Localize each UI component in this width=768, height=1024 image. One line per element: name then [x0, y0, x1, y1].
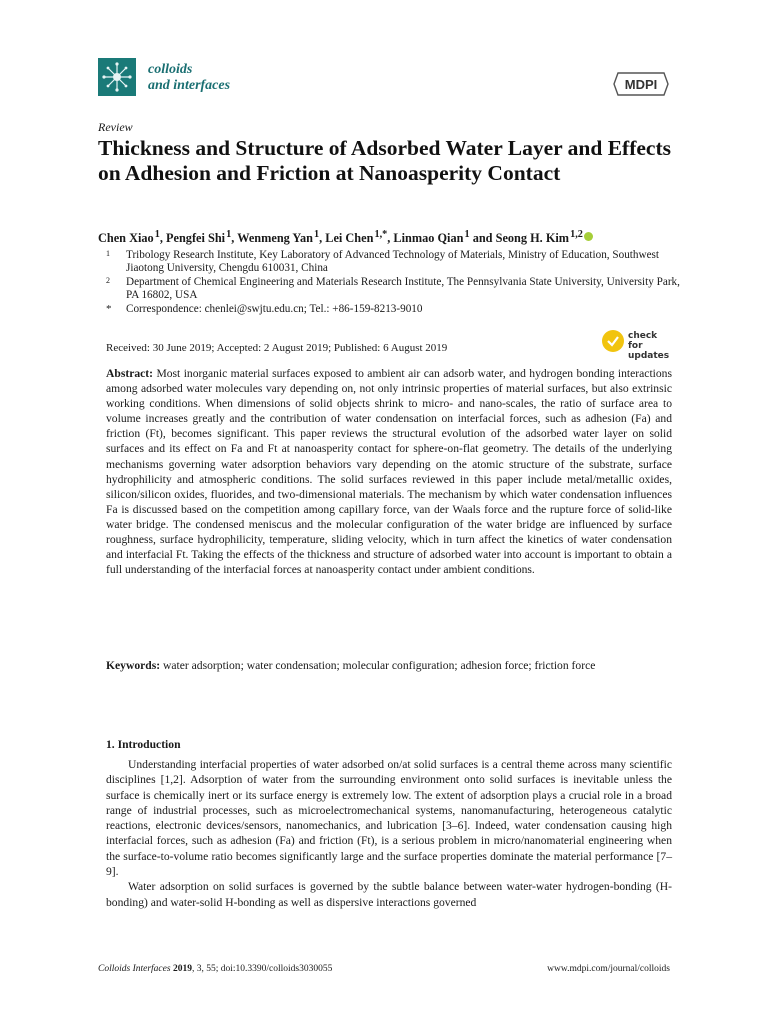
author-separator: , [231, 231, 238, 246]
article-type-label: Review [98, 120, 133, 134]
body-paragraph: Water adsorption on solid surfaces is governed by the subtle balance between water-water hydrogen-bonding (H-bonding) and water-solid H-bonding as well as dispersive interactions governed [106, 880, 672, 909]
footer-citation-rest: , 3, 55; doi:10.3390/colloids3030055 [191, 964, 333, 974]
keywords-label: Keywords: [106, 659, 161, 672]
check-for-updates-line1: check for [628, 331, 658, 351]
author-affiliation-marker: 1,2 [570, 229, 583, 240]
abstract-label: Abstract: [106, 367, 154, 380]
abstract-block [106, 366, 672, 577]
author-name: Seong H. Kim [495, 231, 570, 246]
affiliation-marker: 1 [106, 249, 110, 258]
author-list [98, 229, 698, 246]
publication-dates: Received: 30 June 2019; Accepted: 2 August 2019; Published: 6 August 2019 [106, 342, 448, 354]
correspondence-text: Correspondence: chenlei@swjtu.edu.cn; Tel.: +86-159-8213-9010 [126, 302, 423, 315]
mdpi-logo-icon [612, 70, 670, 98]
author-affiliation-marker: 1,* [374, 229, 388, 240]
author-separator: , [319, 231, 326, 246]
body-paragraph: Understanding interfacial properties of water adsorbed on/at solid surfaces is a central theme across many scientific disciplines [1,2]. Adsorption of water from the surrounding environment onto solid surfaces is inevitable unless the surface is chemically inert or its surface energy is extremely low. The extent of adsorption plays a crucial role in a broad range of industrial processes, such as microelectromechanical systems, nanomanufacturing, heterogeneous catalytic reactions, electronic devices/sensors, nanomechanics, and lubrication [3–6]. Indeed, water condensation causing high interfacial forces, such as adhesion (Fa) and friction (Ft), is a serious problem in micro/nanomaterial engineering when the surface-to-volume ratio becomes significantly large and the surface properties dominate the material performance [7–9]. [106, 758, 672, 879]
author-name: Lei Chen [325, 231, 374, 246]
introduction-body [106, 757, 672, 910]
article-title: Thickness and Structure of Adsorbed Water Layer and Effects on Adhesion and Friction at Nanoasperity Contact [98, 136, 671, 185]
affiliation-text: Department of Chemical Engineering and Materials Research Institute, The Pennsylvania State University, University Park, PA 16802, USA [126, 275, 680, 302]
section-heading: 1. Introduction [106, 738, 181, 751]
journal-logo-icon [98, 58, 136, 96]
author-affiliation-marker: 1 [226, 229, 232, 240]
publisher-name: MDPI [624, 77, 658, 92]
footer-journal-url[interactable]: www.mdpi.com/journal/colloids [547, 964, 670, 974]
affiliation-text: Tribology Research Institute, Key Laboratory of Advanced Technology of Materials, Ministry of Education, Southwest Jiaotong University, Chengdu 610031, China [126, 249, 660, 275]
affiliation-marker: * [106, 302, 112, 315]
author-affiliation-marker: 1 [154, 229, 160, 240]
author-affiliation-marker: 1 [464, 229, 470, 240]
author-name: Pengfei Shi [166, 231, 226, 246]
affiliation-list [106, 249, 686, 316]
author-separator: , [387, 231, 394, 246]
author-name: Wenmeng Yan [237, 231, 313, 246]
journal-name-line2: and interfaces [148, 78, 231, 93]
check-for-updates-icon [602, 330, 624, 352]
orcid-icon[interactable] [584, 232, 593, 241]
footer-citation [98, 964, 332, 974]
footer-year: 2019 [172, 964, 192, 974]
check-for-updates-text [628, 331, 674, 361]
journal-name-line1: colloids [148, 62, 193, 77]
affiliation-item [106, 249, 686, 276]
keywords-text: water adsorption; water condensation; molecular configuration; adhesion force; friction force [163, 659, 596, 672]
author-affiliation-marker: 1 [313, 229, 320, 240]
author-name: Chen Xiao [98, 231, 154, 246]
abstract-text: Most inorganic material surfaces exposed to ambient air can adsorb water, and hydrogen bonding interactions among adsorbed water molecules vary depending on, not only intrinsic properties of material surfaces, but also extrinsic working conditions. When dimensions of solid objects shrink to micro- and nano-scales, the ratio of surface area to volume increases greatly and the contribution of water condensation on interfacial forces, such as adhesion (Fa) and friction (Ft), becomes significant. This paper reviews the structural evolution of the adsorbed water layer on solid surfaces and its effect on Fa and Ft at nanoasperity contact for sphere-on-flat geometry. The details of the underlying mechanisms governing water adsorption behaviors vary depending on the atomic structure of the substrate, surface hydrophilicity and atmospheric conditions. The solid surfaces reviewed in this paper include metal/metallic oxides, silicon/silicon oxides, fluorides, and two-dimensional materials. The mechanism by which water condensation influences Fa is discussed based on the competition among capillary force, van der Waals force and the rupture force of solid-like water bridge. The condensed meniscus and the molecular configuration of the water bridge are influenced by surface roughness, surface hydrophilicity, temperature, sliding velocity, which in turn affect the kinetics of water condensation and interfacial Ft. Taking the effects of the thickness and structure of adsorbed water into account is important to obtain a full understanding of the interfacial forces at nanoasperity contact under ambient conditions. [106, 367, 672, 577]
author-separator: and [469, 231, 496, 246]
correspondence-item [106, 303, 686, 316]
journal-name [148, 62, 230, 94]
affiliation-marker: 2 [106, 275, 110, 285]
affiliation-item [106, 276, 686, 303]
author-separator: , [159, 231, 166, 246]
footer-journal-abbrev: Colloids Interfaces [98, 964, 171, 974]
keywords-block [106, 658, 672, 673]
author-name: Linmao Qian [393, 231, 464, 246]
check-for-updates-line2: updates [628, 351, 670, 361]
check-for-updates-badge[interactable] [602, 330, 674, 361]
